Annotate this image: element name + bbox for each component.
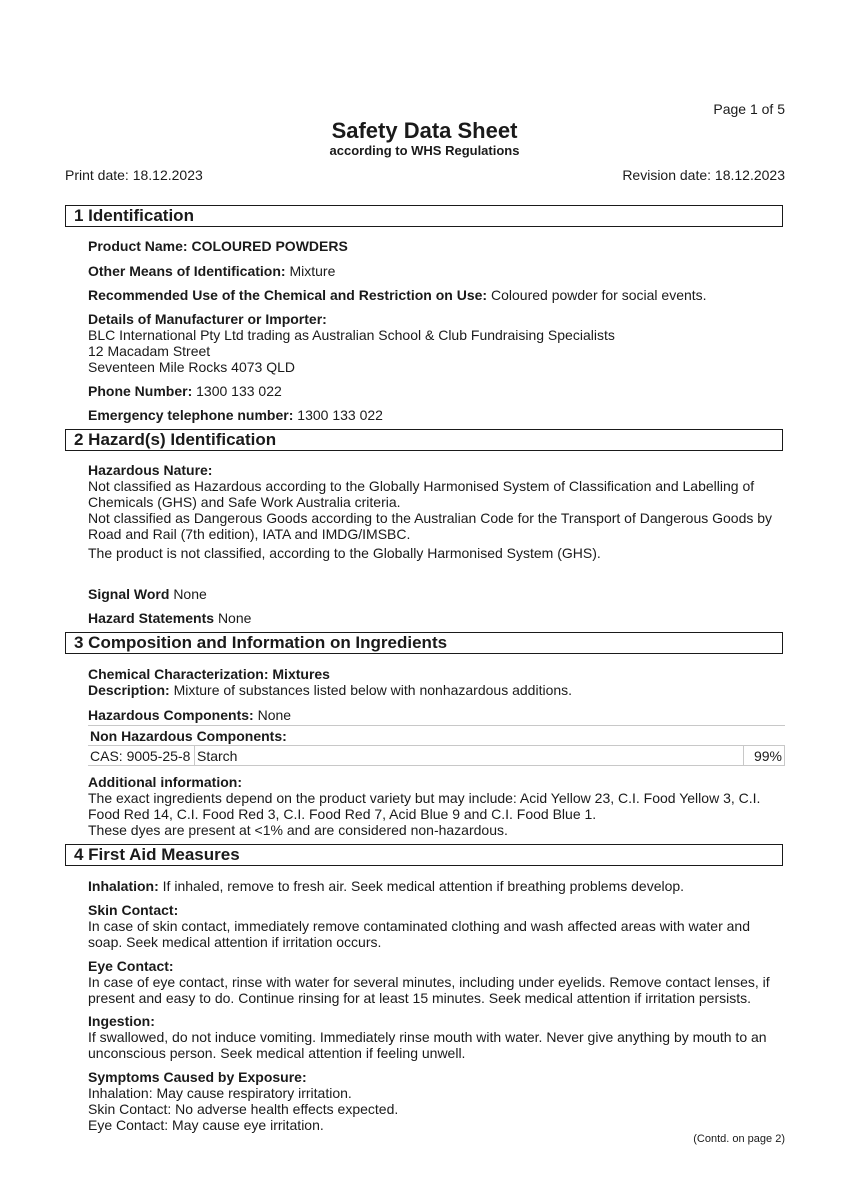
eye-contact-label: Eye Contact: [88, 958, 174, 974]
hazardous-nature-text-2: Not classified as Dangerous Goods according to the Australian Code for the Transport of Dangerous Goods by Road and Rail (7th edition), IATA and IMDG/IMSBC. [88, 510, 773, 542]
recommended-use-label: Recommended Use of the Chemical and Restriction on Use: [88, 287, 488, 303]
symptoms-label: Symptoms Caused by Exposure: [88, 1069, 307, 1085]
section-4-heading: 4 First Aid Measures [65, 844, 783, 866]
hazardous-components-label: Hazardous Components: [88, 707, 254, 723]
other-means-label: Other Means of Identification: [88, 263, 286, 279]
emergency-phone [88, 407, 788, 423]
component-name: Starch [195, 746, 744, 766]
other-means [88, 263, 788, 279]
symptoms-eye: Eye Contact: May cause eye irritation. [88, 1117, 324, 1133]
phone-number [88, 383, 788, 399]
symptoms [88, 1069, 788, 1133]
phone-label: Phone Number: [88, 383, 193, 399]
skin-contact-label: Skin Contact: [88, 902, 179, 918]
product-name [88, 238, 788, 254]
ingestion-text: If swallowed, do not induce vomiting. Immediately rinse mouth with water. Never give anything by mouth to an unconscious person. Seek medical attention if feeling unwell. [88, 1029, 767, 1061]
hazard-statements-value: None [217, 610, 252, 626]
hazardous-components [88, 707, 788, 723]
skin-contact-text: In case of skin contact, immediately remove contaminated clothing and wash affected areas with water and soap. Seek medical attention if irritation occurs. [88, 918, 750, 950]
eye-contact-text: In case of eye contact, rinse with water for several minutes, including under eyelids. Remove contact lenses, if present and easy to do. Continue rinsing for at least 15 minutes. Seek medical attention if irritation persists. [88, 974, 770, 1006]
eye-contact [88, 958, 788, 1006]
hazardous-nature [88, 462, 788, 478]
skin-contact [88, 902, 788, 950]
inhalation-label: Inhalation: [88, 878, 159, 894]
table-header: Non Hazardous Components: [88, 726, 785, 746]
section-1-heading: 1 Identification [65, 205, 783, 227]
table-header-row [88, 726, 785, 746]
chemical-characterization [88, 666, 788, 698]
phone-value: 1300 133 022 [196, 383, 282, 399]
hazardous-nature-text-1: Not classified as Hazardous according to the Globally Harmonised System of Classification and Labelling of Chemicals (GHS) and Safe Work Australia criteria. [88, 478, 755, 510]
additional-info-label-block [88, 774, 788, 790]
additional-info-text-2: These dyes are present at <1% and are considered non-hazardous. [88, 822, 508, 838]
other-means-value: Mixture [289, 263, 336, 279]
hazardous-nature-label: Hazardous Nature: [88, 462, 213, 478]
description-value: Mixture of substances listed below with nonhazardous additions. [173, 682, 573, 698]
manufacturer-street: 12 Macadam Street [88, 343, 211, 359]
recommended-use-value: Coloured powder for social events. [490, 287, 707, 303]
ingestion [88, 1013, 788, 1061]
symptoms-skin: Skin Contact: No adverse health effects expected. [88, 1101, 399, 1117]
product-name-text: Product Name: COLOURED POWDERS [88, 238, 348, 254]
ghs-statement: The product is not classified, according to the Globally Harmonised System (GHS). [88, 545, 601, 561]
revision-date: Revision date: 18.12.2023 [622, 167, 785, 183]
manufacturer-label: Details of Manufacturer or Importer: [88, 311, 327, 327]
additional-info-label: Additional information: [88, 774, 242, 790]
ingestion-label: Ingestion: [88, 1013, 155, 1029]
print-date: Print date: 18.12.2023 [65, 167, 203, 183]
section-3-heading: 3 Composition and Information on Ingredients [65, 632, 783, 654]
document-title: Safety Data Sheet [331, 118, 518, 143]
page-number: Page 1 of 5 [713, 101, 785, 117]
table-row [88, 746, 785, 766]
hazard-statements [88, 610, 788, 626]
manufacturer-city: Seventeen Mile Rocks 4073 QLD [88, 359, 295, 375]
cas-number: CAS: 9005-25-8 [88, 746, 195, 766]
hazard-statements-label: Hazard Statements [88, 610, 215, 626]
manufacturer-details [88, 311, 788, 375]
inhalation [88, 878, 788, 894]
continued-note: (Contd. on page 2) [693, 1133, 785, 1145]
emergency-value: 1300 133 022 [297, 407, 383, 423]
manufacturer-name: BLC International Pty Ltd trading as Australian School & Club Fundraising Specialists [88, 327, 615, 343]
component-percent: 99% [744, 746, 785, 766]
recommended-use [88, 287, 788, 303]
components-table [88, 725, 785, 766]
section-2-heading: 2 Hazard(s) Identification [65, 429, 783, 451]
signal-word-label: Signal Word [88, 586, 170, 602]
emergency-label: Emergency telephone number: [88, 407, 294, 423]
document-subtitle: according to WHS Regulations [329, 143, 520, 158]
hazardous-components-value: None [257, 707, 292, 723]
inhalation-value: If inhaled, remove to fresh air. Seek medical attention if breathing problems develop. [162, 878, 685, 894]
signal-word [88, 586, 788, 602]
characterization-label: Chemical Characterization: Mixtures [88, 666, 330, 682]
signal-word-value: None [173, 586, 207, 602]
symptoms-inhalation: Inhalation: May cause respiratory irritation. [88, 1085, 352, 1101]
description-label: Description: [88, 682, 170, 698]
additional-info-text-1: The exact ingredients depend on the product variety but may include: Acid Yellow 23, C.I. Food Yellow 3, C.I. Food Red 14, C.I. Food Red 3, C.I. Food Red 7, Acid Blue 9 and C.I. Food Blue 1. [88, 790, 761, 822]
